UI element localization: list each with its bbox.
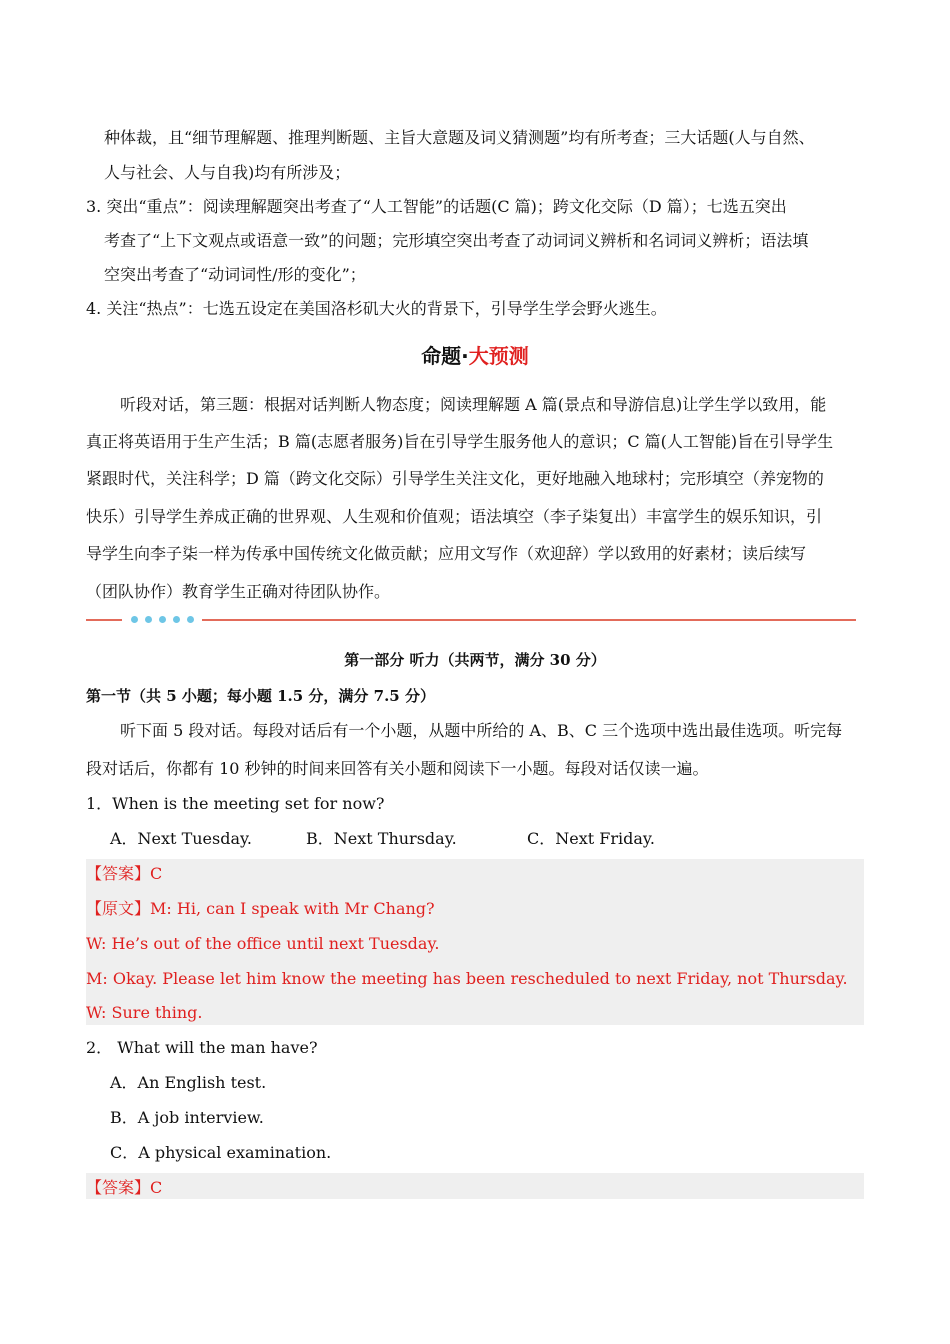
section-1-title: 第一节（共 5 小题；每小题 1.5 分，满分 7.5 分）	[86, 687, 435, 705]
prediction-line-6: （团队协作）教育学生正确对待团队协作。	[86, 582, 391, 601]
q1-transcript-label: 【原文】	[86, 899, 151, 918]
q2-answer-block	[86, 1173, 864, 1199]
question-2: 2． What will the man have?	[86, 1038, 318, 1057]
divider-dot	[173, 616, 180, 623]
prediction-line-2: 真正将英语用于生产生活；B 篇(志愿者服务)旨在引导学生服务他人的意识；C 篇(人工智能)旨在引导学生	[86, 432, 834, 451]
intro-point-4: 4. 关注“热点”：七选五设定在美国洛杉矶大火的背景下，引导学生学会野火逃生。	[86, 299, 667, 318]
q1-option-c: C．Next Friday.	[527, 829, 655, 848]
intro-point-3-line-3: 空突出考查了“动词词性/形的变化”；	[104, 265, 366, 284]
divider-line-left	[86, 619, 122, 621]
q2-option-c: C．A physical examination.	[110, 1143, 332, 1162]
instructions-line-2: 段对话后，你都有 10 秒钟的时间来回答有关小题和阅读下一小题。每段对话仅读一遍。	[86, 759, 709, 778]
q1-transcript-text: M: Hi, can I speak with Mr Chang?	[150, 899, 435, 918]
intro-point-3-line-1: 3. 突出“重点”：阅读理解题突出考查了“人工智能”的话题(C 篇)；跨文化交际（D 篇）；七选五突出	[86, 197, 787, 216]
intro-line-1: 种体裁，且“细节理解题、推理判断题、主旨大意题及词义猜测题”均有所考查；三大话题(人与自然、	[104, 128, 815, 147]
prediction-line-1: 听段对话，第三题：根据对话判断人物态度；阅读理解题 A 篇(景点和导游信息)让学生学以致用，能	[120, 395, 827, 414]
divider-dot	[187, 616, 194, 623]
q1-transcript-line-4: W: Sure thing.	[86, 1003, 203, 1022]
q1-transcript-line-3: M: Okay. Please let him know the meeting has been rescheduled to next Friday, not Thursday.	[86, 969, 848, 988]
q1-answer-value: C	[150, 864, 163, 883]
prediction-heading	[0, 340, 950, 369]
prediction-line-3: 紧跟时代，关注科学；D 篇（跨文化交际）引导学生关注文化，更好地融入地球村；完形填空（养宠物的	[86, 469, 824, 488]
q1-answer-label: 【答案】	[86, 864, 151, 883]
q1-transcript-line-2: W: He’s out of the office until next Tuesday.	[86, 934, 440, 953]
q1-answer	[86, 864, 162, 884]
q1-transcript-line-1	[86, 899, 435, 919]
q2-answer-value: C	[150, 1178, 163, 1197]
intro-point-3-line-2: 考查了“上下文观点或语意一致”的问题；完形填空突出考查了动词词义辨析和名词词义辨析；语法填	[104, 231, 809, 250]
prediction-heading-black: 命题·	[421, 344, 469, 368]
q2-answer	[86, 1178, 162, 1198]
instructions-line-1: 听下面 5 段对话。每段对话后有一个小题，从题中所给的 A、B、C 三个选项中选出最佳选项。听完每	[120, 721, 843, 740]
intro-line-2: 人与社会、人与自我)均有所涉及；	[104, 163, 351, 182]
divider-dot	[131, 616, 138, 623]
question-1: 1．When is the meeting set for now?	[86, 794, 385, 813]
section-divider	[86, 614, 856, 626]
q1-option-b: B．Next Thursday.	[306, 829, 457, 848]
divider-dot	[145, 616, 152, 623]
q2-option-a: A．An English test.	[110, 1073, 267, 1092]
prediction-line-5: 导学生向李子柒一样为传承中国传统文化做贡献；应用文写作（欢迎辞）学以致用的好素材；读后续写	[86, 544, 807, 563]
prediction-heading-red: 大预测	[468, 344, 529, 368]
divider-dot	[159, 616, 166, 623]
q2-answer-label: 【答案】	[86, 1178, 151, 1197]
part-1-title: 第一部分 听力（共两节，满分 30 分）	[344, 651, 606, 669]
divider-line-right	[202, 619, 856, 621]
q2-option-b: B．A job interview.	[110, 1108, 264, 1127]
prediction-line-4: 快乐）引导学生养成正确的世界观、人生观和价值观；语法填空（李子柒复出）丰富学生的娱乐知识，引	[86, 507, 823, 526]
q1-option-a: A．Next Tuesday.	[110, 829, 253, 848]
